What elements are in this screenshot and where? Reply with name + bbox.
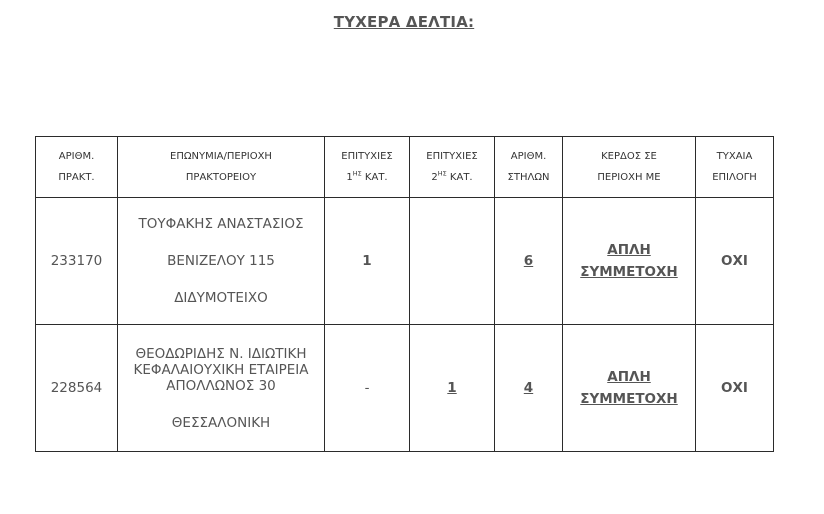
agency-name-cell: ΤΟΥΦΑΚΗΣ ΑΝΑΣΤΑΣΙΟΣ ΒΕΝΙΖΕΛΟΥ 115 ΔΙΔΥΜΟΤΕΙΧΟ	[118, 198, 325, 325]
agency-name-cell: ΘΕΟΔΩΡΙΔΗΣ Ν. ΙΔΙΩΤΙΚΗ ΚΕΦΑΛΑΙΟΥΧΙΚΗ ΕΤΑΙΡΕΙΑ ΑΠΟΛΛΩΝΟΣ 30 ΘΕΣΣΑΛΟΝΙΚΗ	[118, 325, 325, 452]
random-pick-cell: ΟΧΙ	[696, 198, 774, 325]
prize-area-cell: ΑΠΛΗ ΣΥΜΜΕΤΟΧΗ	[563, 198, 696, 325]
header-random-pick: ΤΥΧΑΙΑ ΕΠΙΛΟΓΗ	[696, 137, 774, 198]
header-agency-number: ΑΡΙΘΜ. ΠΡΑΚΤ.	[36, 137, 118, 198]
page-title: ΤΥΧΕΡΑ ΔΕΛΤΙΑ:	[333, 13, 475, 31]
header-wins-cat1: ΕΠΙΤΥΧΙΕΣ $1^{H\Sigma}$ ΚΑΤ.	[325, 137, 410, 198]
columns-cell: 6	[495, 198, 563, 325]
wins-cat1-cell: -	[325, 325, 410, 452]
agency-number-cell: 233170	[36, 198, 118, 325]
header-columns: ΑΡΙΘΜ. ΣΤΗΛΩΝ	[495, 137, 563, 198]
table-row	[36, 198, 774, 325]
table-header-row	[36, 137, 774, 198]
wins-cat1-cell: 1	[325, 198, 410, 325]
header-wins-cat2: ΕΠΙΤΥΧΙΕΣ $2^{H\Sigma}$ ΚΑΤ.	[410, 137, 495, 198]
wins-cat2-cell	[410, 198, 495, 325]
prize-area-cell: ΑΠΛΗ ΣΥΜΜΕΤΟΧΗ	[563, 325, 696, 452]
header-prize-area: ΚΕΡΔΟΣ ΣΕ ΠΕΡΙΟΧΗ ΜΕ	[563, 137, 696, 198]
columns-cell: 4	[495, 325, 563, 452]
lucky-tickets-table	[35, 136, 774, 452]
header-agency-name: ΕΠΩΝΥΜΙΑ/ΠΕΡΙΟΧΗ ΠΡΑΚΤΟΡΕΙΟΥ	[118, 137, 325, 198]
agency-number-cell: 228564	[36, 325, 118, 452]
random-pick-cell: ΟΧΙ	[696, 325, 774, 452]
table-row	[36, 325, 774, 452]
wins-cat2-cell: 1	[410, 325, 495, 452]
